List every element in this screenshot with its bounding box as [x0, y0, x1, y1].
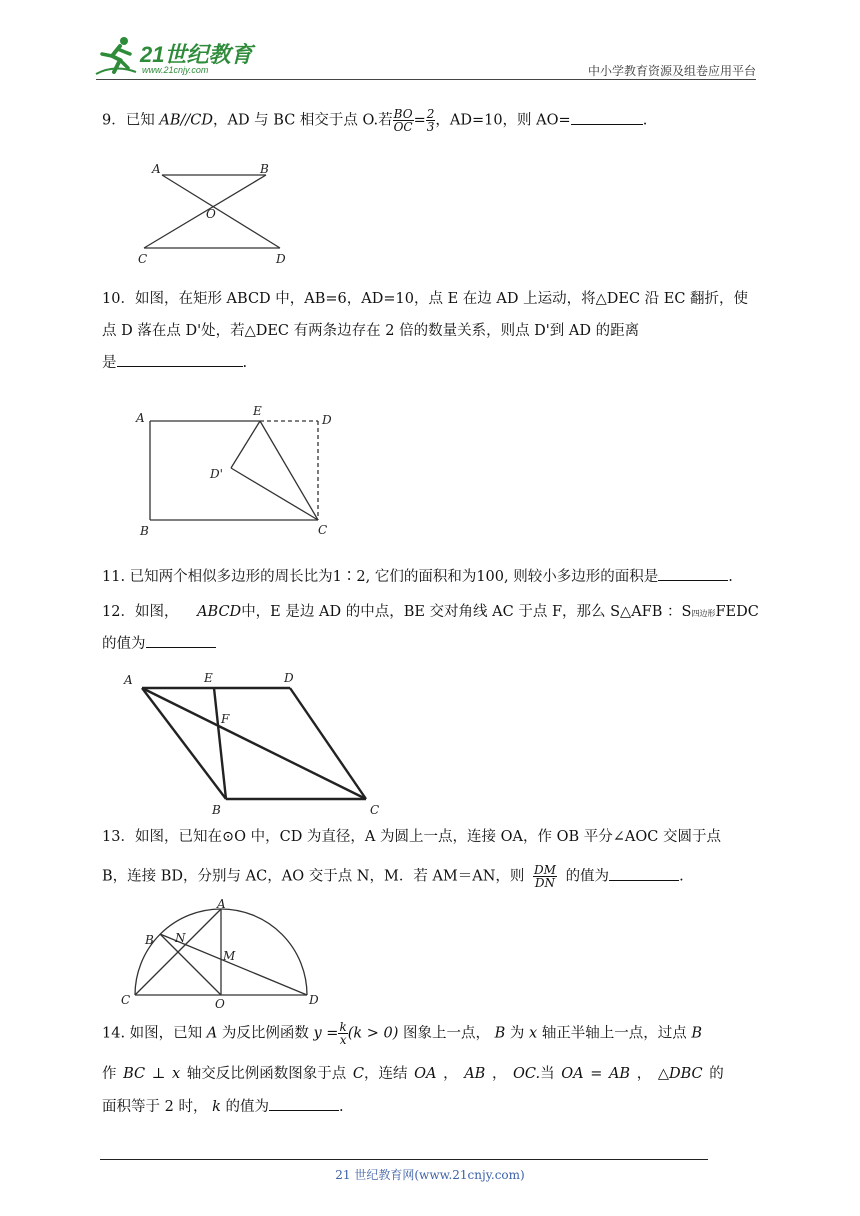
q14-oa: OA — [414, 1066, 437, 1082]
q14-comma2: ， — [491, 1066, 507, 1082]
q9-label-a: A — [152, 162, 161, 176]
q12-label-b: B — [212, 803, 221, 817]
q14-point-b: B — [494, 1025, 506, 1042]
q13-label-c: C — [121, 993, 131, 1007]
q14-line3-b: 的值为 — [225, 1099, 269, 1115]
q10-answer-blank[interactable] — [117, 352, 243, 367]
q9-figure — [130, 155, 300, 270]
q13-fraction — [533, 864, 557, 889]
question-11 — [102, 566, 733, 588]
q14-ab: AB — [464, 1066, 486, 1082]
q14-line2 — [102, 1063, 724, 1085]
q14-point-c: C — [352, 1066, 364, 1082]
q12-sub: 四边形 — [691, 609, 716, 618]
q9-label-d: D — [276, 252, 286, 266]
q13-label-m: M — [223, 949, 236, 963]
q14-cond: (k > 0) — [347, 1025, 399, 1042]
q13-label-b: B — [145, 933, 154, 947]
q14-k-fraction — [338, 1021, 347, 1046]
q10-end: . — [242, 355, 248, 371]
q12-label-a: A — [124, 673, 133, 687]
q12-line1-mid: 中，E 是边 AD 的中点，BE 交对角线 AC 于点 F，那么 S△AFB ：S — [241, 604, 692, 620]
q9-label-b: B — [260, 162, 269, 176]
q10-label-d: D — [322, 413, 332, 427]
q13-figure — [115, 896, 330, 1008]
q14-line2-b: 轴交反比例函数图象于点 — [186, 1066, 347, 1082]
q14-line2-e: 的 — [709, 1066, 724, 1082]
q9-label-c: C — [138, 252, 148, 266]
q12-label-c: C — [370, 803, 380, 817]
q10-label-c: C — [318, 523, 328, 537]
q13-line2 — [102, 864, 684, 889]
q14-point-b2: B — [691, 1025, 703, 1042]
q9-value — [426, 108, 436, 133]
site-logo — [94, 32, 264, 80]
q13-line2-prefix: B，连接 BD，分别与 AC，AO 交于点 N，M．若 AM＝AN，则 — [102, 868, 525, 885]
q13-line2-suffix: 的值为 — [565, 868, 610, 885]
q14-line1 — [102, 1021, 702, 1046]
q14-func: y = — [313, 1025, 339, 1042]
q14-answer-blank[interactable] — [269, 1096, 339, 1111]
q12-shape: ABCD — [197, 604, 242, 620]
q9-mid: ，AD 与 BC 相交于点 O.若 — [212, 112, 393, 129]
q10-figure — [130, 402, 340, 542]
q9-answer-blank[interactable] — [571, 110, 643, 125]
q11-text: 11. 已知两个相似多边形的周长比为1∶2, 它们的面积和为100, 则较小多边形的面积是 — [102, 569, 659, 585]
q10-line2: 点 D 落在点 D'处，若△DEC 有两条边存在 2 倍的数量关系，则点 D'到 AD 的距离 — [102, 323, 640, 339]
q9-eq: = — [413, 112, 426, 129]
q14-x: x — [529, 1025, 538, 1042]
q14-line2-c: ，连结 — [364, 1066, 408, 1082]
q13-end: . — [679, 868, 684, 885]
q10-label-b: B — [140, 524, 149, 538]
q12-answer-blank[interactable] — [146, 633, 216, 648]
q14-line1-b: 为反比例函数 — [221, 1025, 309, 1042]
q14-line3 — [102, 1096, 344, 1118]
q9-end: . — [642, 112, 648, 129]
q14-dbc: △DBC — [657, 1066, 703, 1082]
logo-url: www.21cnjy.com — [142, 65, 209, 75]
q14-line2-d: 当 — [540, 1066, 555, 1082]
q12-line2-text: 的值为 — [102, 636, 146, 652]
q12-label-e: E — [204, 671, 213, 685]
q13-frac-num: DM — [534, 863, 556, 877]
q14-k-num: k — [339, 1020, 347, 1034]
q13-answer-blank[interactable] — [609, 866, 679, 881]
q10-line1: 10．如图，在矩形 ABCD 中，AB=6，AD=10，点 E 在边 AD 上运动，将△DEC 沿 EC 翻折，使 — [102, 291, 749, 307]
header-title: 中小学教育资源及组卷应用平台 — [587, 64, 756, 78]
q13-line1: 13．如图，已知在⊙O 中，CD 为直径，A 为圆上一点，连接 OA，作 OB 平分∠AOC 交圆于点 — [102, 829, 721, 845]
footer-divider — [100, 1159, 708, 1160]
q12-line1-prefix: 12．如图， — [102, 604, 179, 620]
logo-text: 21世纪教育 — [140, 42, 253, 67]
q9-parallel: AB//CD — [159, 112, 213, 129]
q13-label-o: O — [215, 997, 225, 1008]
q12-figure — [118, 668, 388, 818]
q12-label-d: D — [284, 671, 294, 685]
q14-bc: BC ⊥ x — [123, 1066, 181, 1082]
q9-frac-den: OC — [393, 120, 413, 134]
q13-label-n: N — [175, 931, 186, 945]
q9-prefix: 已知 — [125, 112, 155, 129]
q9-number: 9． — [102, 112, 126, 129]
q13-frac-den: DN — [534, 876, 556, 890]
q13-label-a: A — [217, 897, 226, 911]
runner-icon — [94, 34, 138, 78]
q9-suffix: ，AD=10，则 AO= — [435, 112, 571, 129]
q14-line1-e: 轴正半轴上一点，过点 — [541, 1025, 687, 1042]
q14-line3-a: 面积等于 2 时， — [102, 1099, 208, 1115]
q9-val-num: 2 — [426, 107, 435, 121]
q10-label-dprime: D' — [210, 467, 223, 481]
q11-answer-blank[interactable] — [658, 566, 728, 581]
q14-comma3: ， — [636, 1066, 652, 1082]
q9-label-o: O — [206, 207, 216, 221]
q14-line1-a: 14. 如图，已知 — [102, 1025, 203, 1042]
q14-line2-a: 作 — [102, 1066, 117, 1082]
q10-label-e: E — [253, 404, 262, 418]
q14-k-den: x — [339, 1033, 347, 1047]
q9-frac-num: BO — [393, 107, 413, 121]
q14-eq: OA = AB — [561, 1066, 631, 1082]
footer-link[interactable]: 21 世纪教育网(www.21cnjy.com) — [335, 1168, 525, 1182]
q12-label-f: F — [221, 712, 230, 726]
q10-label-a: A — [136, 411, 145, 425]
q14-line1-d: 为 — [509, 1025, 525, 1042]
q9-val-den: 3 — [426, 120, 435, 134]
q14-oc: OC. — [513, 1066, 541, 1082]
q14-end: . — [338, 1099, 344, 1115]
q10-line3-prefix: 是 — [102, 355, 117, 371]
q14-line1-c: 图象上一点， — [403, 1025, 491, 1042]
q12-line1-end: FEDC — [715, 604, 759, 620]
q14-point-a: A — [206, 1025, 218, 1042]
q14-k: k — [212, 1099, 221, 1115]
q9-fraction — [393, 108, 414, 133]
q12-line2 — [102, 633, 216, 655]
q12-line1 — [102, 601, 759, 625]
q14-comma1: ， — [443, 1066, 458, 1082]
q11-end: . — [728, 569, 733, 585]
header-divider — [96, 79, 756, 80]
q13-label-d: D — [309, 993, 319, 1007]
q10-line3 — [102, 352, 247, 374]
question-9 — [102, 108, 647, 133]
